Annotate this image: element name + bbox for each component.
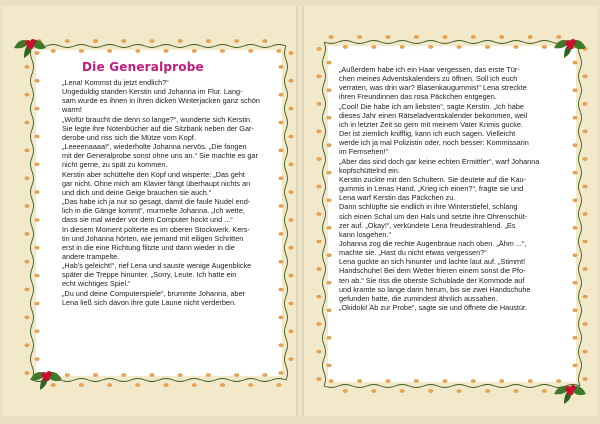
light-bulb-icon — [25, 316, 29, 319]
text-line: werde ich ja mal Polizistin oder, noch besser: Kommissarin — [339, 138, 529, 148]
light-bulb-icon — [573, 199, 577, 202]
light-bulb-icon — [400, 390, 404, 393]
text-line: „Cool! Die habe ich am liebsten“, sagte Kerstin. „Ich habe — [339, 101, 524, 111]
light-bulb-icon — [93, 40, 97, 43]
right-page — [304, 6, 598, 416]
light-bulb-icon — [234, 374, 238, 377]
light-bulb-icon — [279, 177, 283, 180]
light-bulb-icon — [107, 50, 111, 53]
light-bulb-icon — [429, 390, 433, 393]
text-line: echt wichtiges Spiel.“ — [62, 279, 131, 289]
text-line: andere trampelte. — [62, 251, 120, 261]
light-bulb-icon — [317, 75, 321, 78]
text-line: Lena warf Kerstin das Päckchen zu. — [339, 193, 456, 203]
light-bulb-icon — [79, 384, 83, 387]
light-bulb-icon — [583, 185, 587, 188]
light-bulb-icon — [234, 40, 238, 43]
light-bulb-icon — [357, 380, 361, 383]
text-line: „Du und deine Computerspiele“, brummte Johanna, aber — [62, 288, 245, 298]
light-bulb-icon — [443, 36, 447, 39]
light-bulb-icon — [583, 130, 587, 133]
light-bulb-icon — [327, 144, 331, 147]
light-bulb-icon — [583, 295, 587, 298]
light-bulb-icon — [279, 260, 283, 263]
light-bulb-icon — [263, 374, 267, 377]
light-bulb-icon — [573, 116, 577, 119]
light-bulb-icon — [279, 344, 283, 347]
light-bulb-icon — [136, 384, 140, 387]
light-bulb-icon — [51, 50, 55, 53]
text-line: und dich und deine Geige brauchen sie auch.“ — [62, 187, 212, 197]
light-bulb-icon — [500, 36, 504, 39]
light-bulb-icon — [35, 191, 39, 194]
text-line: Lena ließ sich davon ihre gute Laune nicht verderben. — [62, 297, 237, 307]
text-line: Kerstin aber schüttelte den Kopf und wisperte: „Das geht — [62, 169, 245, 179]
light-bulb-icon — [327, 61, 331, 64]
holly-icon — [550, 376, 590, 406]
text-line: Johanna zog die rechte Augenbraue nach oben. „Ähm ...“, — [339, 238, 527, 248]
left-page — [2, 6, 296, 416]
light-bulb-icon — [317, 47, 321, 50]
light-bulb-icon — [25, 177, 29, 180]
light-bulb-icon — [289, 79, 293, 82]
text-line: „Aber das sind doch gar keine echten Ermittler“, warf Johanna — [339, 156, 540, 166]
text-line: erst in die eine Richtung flitzte und dann wieder in die — [62, 242, 235, 252]
text-line: tin und Johanna hörten, wie jemand mit eiligen Schritten — [62, 233, 244, 243]
light-bulb-icon — [107, 384, 111, 387]
light-bulb-icon — [514, 46, 518, 49]
page-title: Die Generalprobe — [82, 60, 204, 74]
light-bulb-icon — [164, 384, 168, 387]
light-bulb-icon — [263, 40, 267, 43]
light-bulb-icon — [343, 390, 347, 393]
light-bulb-icon — [35, 358, 39, 361]
book-gutter — [296, 6, 304, 416]
light-bulb-icon — [528, 36, 532, 39]
light-bulb-icon — [279, 316, 283, 319]
light-bulb-icon — [79, 50, 83, 53]
light-bulb-icon — [386, 36, 390, 39]
text-line: Dann schlüpfte sie endlich in ihre Winterstiefel, schlang — [339, 202, 518, 212]
text-line: derobe und riss sich die Mütze vom Kopf. — [62, 132, 196, 142]
text-line: „Hab's geleicht!“, rief Lena und sauste wenige Augenblicke — [62, 261, 252, 271]
light-bulb-icon — [25, 121, 29, 124]
light-bulb-icon — [136, 50, 140, 53]
light-bulb-icon — [35, 330, 39, 333]
light-bulb-icon — [279, 149, 283, 152]
light-bulb-icon — [327, 254, 331, 257]
text-line: „Außerdem habe ich ein Haar vergessen, das erste Tür- — [339, 65, 520, 74]
light-bulb-icon — [514, 390, 518, 393]
text-line: sam wurde es ihnen in ihren dicken Winterjacken ganz schön — [62, 96, 260, 106]
light-bulb-icon — [583, 323, 587, 326]
light-bulb-icon — [327, 116, 331, 119]
light-bulb-icon — [573, 281, 577, 284]
light-bulb-icon — [206, 40, 210, 43]
light-bulb-icon — [35, 79, 39, 82]
text-line: In diesem Moment polterte es im oberen Stockwerk. Kers- — [62, 224, 250, 234]
light-bulb-icon — [414, 36, 418, 39]
light-bulb-icon — [583, 158, 587, 161]
light-bulb-icon — [279, 205, 283, 208]
light-bulb-icon — [277, 50, 281, 53]
light-bulb-icon — [372, 390, 376, 393]
text-line: machte sie. „Hast du nicht etwas vergessen?“ — [339, 248, 487, 258]
light-bulb-icon — [471, 36, 475, 39]
light-bulb-icon — [25, 65, 29, 68]
holly-icon — [550, 30, 590, 60]
light-bulb-icon — [289, 191, 293, 194]
text-line: gefunden hatte, die zumindest ähnlich aussahen. — [339, 293, 498, 303]
text-line: lich in die Gänge kommt“, murmelte Johanna. „Ich wette, — [62, 206, 245, 216]
light-bulb-icon — [443, 380, 447, 383]
left-page-text — [62, 78, 260, 307]
holly-icon — [10, 30, 50, 60]
light-bulb-icon — [150, 40, 154, 43]
light-bulb-icon — [178, 374, 182, 377]
light-bulb-icon — [289, 274, 293, 277]
light-bulb-icon — [573, 309, 577, 312]
light-bulb-icon — [317, 213, 321, 216]
light-bulb-icon — [542, 46, 546, 49]
light-bulb-icon — [317, 295, 321, 298]
light-bulb-icon — [573, 144, 577, 147]
holly-icon — [26, 362, 66, 392]
text-line: chen meines Adventskalenders zu öffnen. Soll ich euch — [339, 74, 518, 84]
text-line: „Leeeenaaaa!“, wiederholte Johanna nervös. „Die fangen — [62, 142, 247, 152]
light-bulb-icon — [327, 364, 331, 367]
text-line: ten ab.“ Sie riss die oberste Schublade der Kommode auf — [339, 275, 525, 285]
light-bulb-icon — [289, 107, 293, 110]
light-bulb-icon — [25, 232, 29, 235]
light-bulb-icon — [414, 380, 418, 383]
light-bulb-icon — [220, 50, 224, 53]
light-bulb-icon — [500, 380, 504, 383]
text-line: warm! — [62, 105, 82, 115]
text-line: nicht gerne, zu spät zu kommen. — [62, 160, 168, 170]
light-bulb-icon — [573, 89, 577, 92]
light-bulb-icon — [317, 240, 321, 243]
text-line: kopfschüttelnd ein. — [339, 165, 400, 175]
light-bulb-icon — [289, 358, 293, 361]
light-bulb-icon — [528, 380, 532, 383]
light-bulb-icon — [289, 52, 293, 55]
text-line: Lena guckte an sich hinunter und lachte laut auf. „Stimmt! — [339, 257, 526, 267]
light-bulb-icon — [122, 374, 126, 377]
right-page-text — [339, 65, 539, 312]
light-bulb-icon — [317, 350, 321, 353]
text-line: gummis in Lenas Hand. „Krieg ich einen?“, fragte sie und — [339, 184, 524, 194]
light-bulb-icon — [35, 246, 39, 249]
light-bulb-icon — [178, 40, 182, 43]
light-bulb-icon — [35, 302, 39, 305]
light-bulb-icon — [277, 384, 281, 387]
light-bulb-icon — [573, 336, 577, 339]
text-line: zer auf. „Okay!“, verkündete Lena freudestrahlend. „Es — [339, 220, 516, 230]
text-line: Ungeduldig standen Kerstin und Johanna im Flur. Lang- — [62, 87, 243, 97]
text-line: Der ist ziemlich knifflig, kann ich euch sagen. Vielleicht — [339, 129, 516, 139]
light-bulb-icon — [289, 246, 293, 249]
light-bulb-icon — [457, 390, 461, 393]
light-bulb-icon — [327, 281, 331, 284]
light-bulb-icon — [327, 309, 331, 312]
light-bulb-icon — [150, 374, 154, 377]
light-bulb-icon — [400, 46, 404, 49]
light-bulb-icon — [206, 374, 210, 377]
light-bulb-icon — [317, 102, 321, 105]
light-bulb-icon — [192, 384, 196, 387]
text-line: „Okidoki! Ab zur Probe“, sagte sie und öffnete die Haustür. — [339, 303, 528, 313]
light-bulb-icon — [327, 336, 331, 339]
light-bulb-icon — [279, 121, 283, 124]
light-bulb-icon — [317, 185, 321, 188]
light-bulb-icon — [583, 268, 587, 271]
light-bulb-icon — [192, 50, 196, 53]
light-bulb-icon — [386, 380, 390, 383]
light-bulb-icon — [357, 36, 361, 39]
light-bulb-icon — [329, 36, 333, 39]
light-bulb-icon — [122, 40, 126, 43]
light-bulb-icon — [25, 344, 29, 347]
text-line: Sie legte ihre Notenbücher auf die Sitzbank neben der Gar- — [62, 123, 254, 133]
light-bulb-icon — [35, 135, 39, 138]
text-line: mit der Generalprobe sonst ohne uns an.“ Sie machte es gar — [62, 151, 258, 161]
light-bulb-icon — [25, 288, 29, 291]
light-bulb-icon — [317, 378, 321, 381]
light-bulb-icon — [573, 171, 577, 174]
text-line: verraten, was drin war? Blasenkaugummis!“ Lena streckte — [339, 83, 527, 93]
light-bulb-icon — [583, 75, 587, 78]
light-bulb-icon — [249, 384, 253, 387]
light-bulb-icon — [279, 65, 283, 68]
light-bulb-icon — [25, 149, 29, 152]
light-bulb-icon — [25, 205, 29, 208]
light-bulb-icon — [220, 384, 224, 387]
light-bulb-icon — [485, 390, 489, 393]
light-bulb-icon — [289, 330, 293, 333]
text-line: ich in letzter Zeit so gern mit meinem Vater Krimis gucke. — [339, 119, 523, 129]
text-line: später die Treppe hinunter. „Sorry, Leute. Ich hatte ein — [62, 270, 237, 280]
text-line: gar nicht. Ohne mich am Klavier fängt überhaupt nichts an — [62, 178, 251, 188]
light-bulb-icon — [279, 288, 283, 291]
light-bulb-icon — [573, 254, 577, 257]
light-bulb-icon — [583, 102, 587, 105]
light-bulb-icon — [35, 107, 39, 110]
light-bulb-icon — [279, 372, 283, 375]
light-bulb-icon — [573, 226, 577, 229]
light-bulb-icon — [35, 219, 39, 222]
text-line: Kerstin zuckte mit den Schultern. Sie deutete auf die Kau- — [339, 174, 526, 184]
light-bulb-icon — [289, 302, 293, 305]
light-bulb-icon — [317, 323, 321, 326]
text-line: und kramte so lange darin herum, bis sie zwei Handschuhe — [339, 284, 531, 294]
light-bulb-icon — [25, 93, 29, 96]
light-bulb-icon — [329, 380, 333, 383]
light-bulb-icon — [583, 240, 587, 243]
light-bulb-icon — [249, 50, 253, 53]
light-bulb-icon — [573, 364, 577, 367]
text-line: dieses Jahr einen Rätseladventskalender bekommen, weil — [339, 110, 528, 120]
light-bulb-icon — [327, 199, 331, 202]
light-bulb-icon — [164, 50, 168, 53]
light-bulb-icon — [583, 213, 587, 216]
light-bulb-icon — [25, 260, 29, 263]
text-line: „Wofür braucht die denn so lange?“, wunderte sich Kerstin. — [62, 114, 253, 124]
text-line: „Lena! Kommst du jetzt endlich?“ — [62, 78, 169, 87]
light-bulb-icon — [317, 130, 321, 133]
text-line: im Fernsehen!“ — [339, 147, 389, 157]
light-bulb-icon — [327, 226, 331, 229]
text-line: kann losgehen.“ — [339, 229, 391, 239]
light-bulb-icon — [485, 46, 489, 49]
light-bulb-icon — [279, 232, 283, 235]
light-bulb-icon — [317, 268, 321, 271]
light-bulb-icon — [317, 158, 321, 161]
light-bulb-icon — [583, 350, 587, 353]
light-bulb-icon — [343, 46, 347, 49]
text-line: sich einen Schal um den Hals und setzte ihre Ohrenschüt- — [339, 211, 528, 221]
light-bulb-icon — [289, 135, 293, 138]
text-line: Handschuhe! Bei dem Wetter frieren einem sonst die Pfo- — [339, 266, 526, 276]
light-bulb-icon — [457, 46, 461, 49]
text-line: ihren Freundinnen das rosa Päckchen entgegen. — [339, 92, 497, 102]
light-bulb-icon — [279, 93, 283, 96]
light-bulb-icon — [289, 219, 293, 222]
light-bulb-icon — [93, 374, 97, 377]
light-bulb-icon — [35, 163, 39, 166]
light-bulb-icon — [542, 390, 546, 393]
light-bulb-icon — [327, 89, 331, 92]
light-bulb-icon — [289, 163, 293, 166]
light-bulb-icon — [471, 380, 475, 383]
light-bulb-icon — [327, 171, 331, 174]
light-bulb-icon — [429, 46, 433, 49]
light-bulb-icon — [372, 46, 376, 49]
text-line: „Das habe ich ja nur so gesagt, damit die faule Nudel end- — [62, 197, 251, 207]
light-bulb-icon — [573, 61, 577, 64]
light-bulb-icon — [35, 274, 39, 277]
text-line: dass sie mal wieder vor dem Computer hockt und ...“ — [62, 215, 233, 225]
light-bulb-icon — [65, 40, 69, 43]
